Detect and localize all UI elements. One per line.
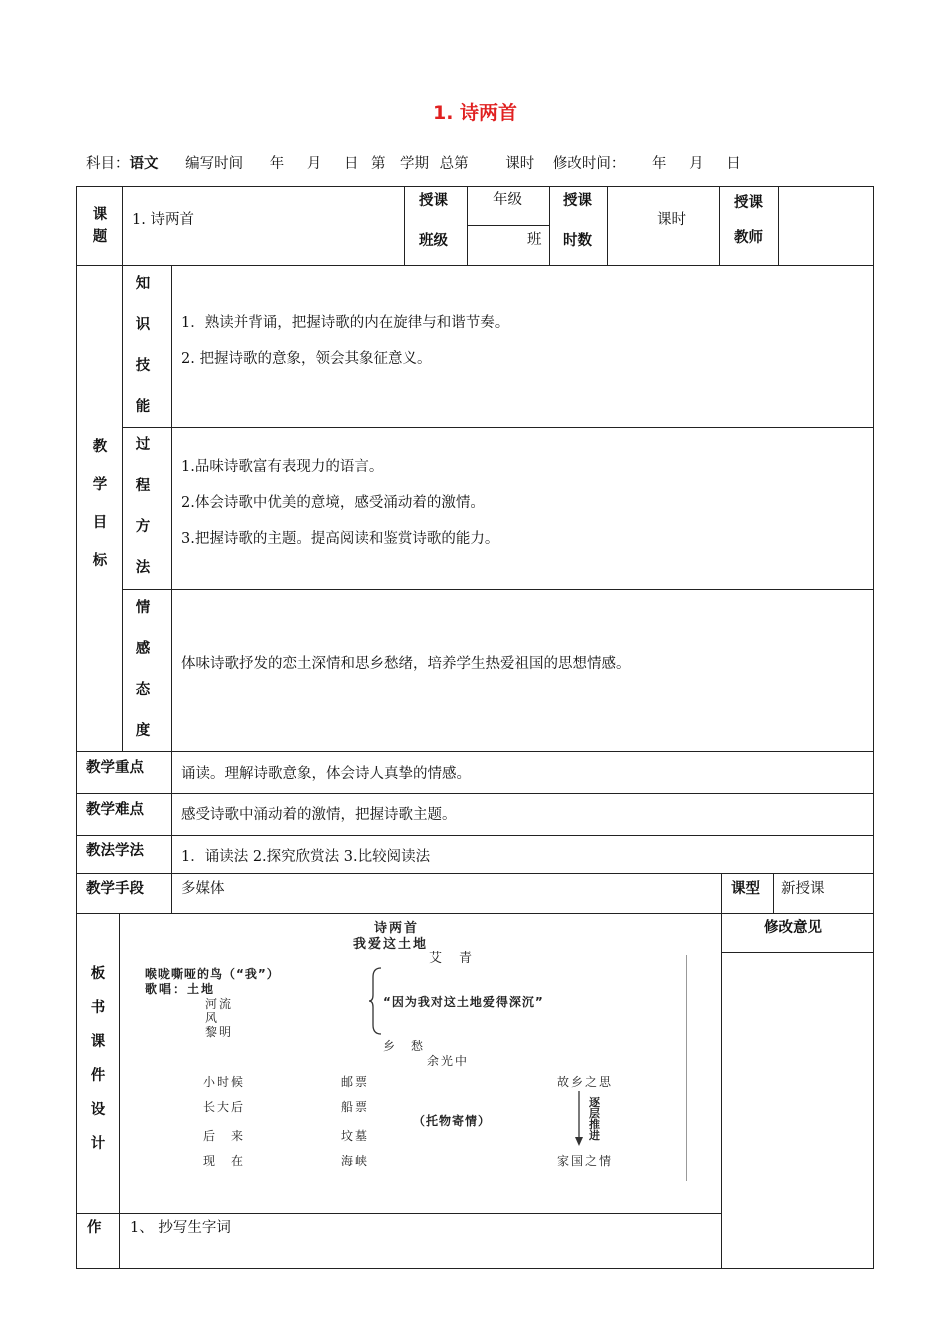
process-label: 过 程 方 法	[135, 437, 151, 576]
topic-label: 课题	[92, 207, 108, 245]
day2-label: 日	[726, 156, 741, 172]
key-label: 教学重点	[86, 760, 144, 776]
down-arrow-icon	[573, 1091, 585, 1147]
teacher-label-2: 教师	[734, 230, 763, 246]
board-sing: 歌唱：土地	[145, 982, 216, 996]
subject-label: 科目：	[86, 156, 130, 172]
knowledge-item: 1．熟读并背诵，把握诗歌的内在旋律与和谐节奏。	[181, 315, 510, 331]
year2-label: 年	[651, 156, 667, 172]
board-country: 家国之情	[557, 1154, 614, 1168]
teacher-label-1: 授课	[734, 195, 763, 211]
board-stamp: 邮票	[341, 1075, 370, 1089]
hours-value: 课时	[657, 212, 686, 228]
process-item: 2.体会诗歌中优美的意境，感受涌动着的激情。	[181, 495, 485, 511]
hours-label-2: 时数	[563, 233, 592, 249]
brace-shape	[369, 967, 383, 1035]
board-edge	[686, 955, 687, 1181]
board-homesick: 故乡之思	[557, 1075, 614, 1089]
board-strait: 海峡	[341, 1154, 370, 1168]
method-label: 教法学法	[86, 843, 144, 859]
difficulty-label: 教学难点	[86, 802, 144, 818]
emotion-item: 体味诗歌抒发的恋土深情和思乡愁绪，培养学生热爱祖国的思想情感。	[181, 656, 631, 672]
month-label: 月	[306, 156, 322, 172]
method-value: 1．诵读法 2.探究欣赏法 3.比较阅读法	[181, 849, 431, 865]
board-later: 后 来	[203, 1129, 246, 1143]
topic-value: 1. 诗两首	[132, 212, 194, 228]
board-label: 板 书 课 件 设 计	[90, 966, 106, 1152]
board-river: 河流	[205, 997, 234, 1011]
hours-label-1: 授课	[563, 193, 592, 209]
meta-line	[86, 152, 741, 173]
board-grown: 长大后	[203, 1100, 246, 1114]
board-poem2: 乡 愁	[383, 1039, 426, 1053]
board-quote: “因为我对这土地爱得深沉”	[383, 995, 544, 1009]
class-label-1: 授课	[419, 193, 448, 209]
emotion-label: 情 感 态 度	[135, 600, 151, 739]
board-allegory: （托物寄情）	[413, 1114, 492, 1128]
month2-label: 月	[689, 156, 704, 172]
goals-label: 教 学 目 标	[92, 439, 108, 569]
process-item: 3.把握诗歌的主题。提高阅读和鉴赏诗歌的能力。	[181, 531, 500, 547]
day-label: 日	[343, 156, 359, 172]
difficulty-value: 感受诗歌中涌动着的激情，把握诗歌主题。	[181, 807, 457, 823]
board-poem1: 我爱这土地	[353, 937, 429, 952]
homework-label: 作	[87, 1220, 102, 1236]
board-author1: 艾 青	[429, 951, 475, 966]
board-design-image	[121, 915, 687, 1181]
page-title: 1. 诗两首	[432, 102, 518, 124]
type-value: 新授课	[781, 881, 825, 897]
type-label: 课型	[731, 881, 760, 897]
process-item: 1.品味诗歌富有表现力的语言。	[181, 459, 384, 475]
subject-value: 语文	[129, 156, 159, 172]
write-time-label: 编写时间	[185, 156, 244, 172]
knowledge-item: 2. 把握诗歌的意象，领会其象征意义。	[181, 351, 432, 367]
means-label: 教学手段	[86, 881, 144, 897]
lesson-label: 课时	[505, 156, 535, 172]
homework-item: 1、 抄写生字词	[130, 1220, 231, 1236]
ban-label: 班	[527, 232, 542, 248]
board-bird: 喉咙嘶哑的鸟（“我”）	[145, 967, 280, 981]
class-label-2: 班级	[419, 233, 448, 249]
knowledge-label: 知 识 技 能	[135, 276, 151, 415]
grade-label: 年级	[493, 192, 522, 208]
board-now: 现 在	[203, 1154, 246, 1168]
board-title: 诗两首	[374, 921, 420, 936]
board-wind: 风	[205, 1011, 220, 1025]
term-label: 第 学期	[371, 156, 430, 172]
year-label: 年	[269, 156, 285, 172]
board-author2: 余光中	[427, 1054, 470, 1068]
board-progress: 逐层推进	[589, 1096, 600, 1142]
board-dawn: 黎明	[205, 1025, 234, 1039]
total-label: 总第	[439, 156, 469, 172]
modify-time-label: 修改时间：	[552, 156, 626, 172]
board-child: 小时候	[203, 1075, 246, 1089]
board-ticket: 船票	[341, 1100, 370, 1114]
means-value: 多媒体	[181, 881, 225, 897]
key-value: 诵读。理解诗歌意象，体会诗人真挚的情感。	[181, 766, 471, 782]
board-grave: 坟墓	[341, 1129, 370, 1143]
feedback-label: 修改意见	[764, 920, 822, 936]
